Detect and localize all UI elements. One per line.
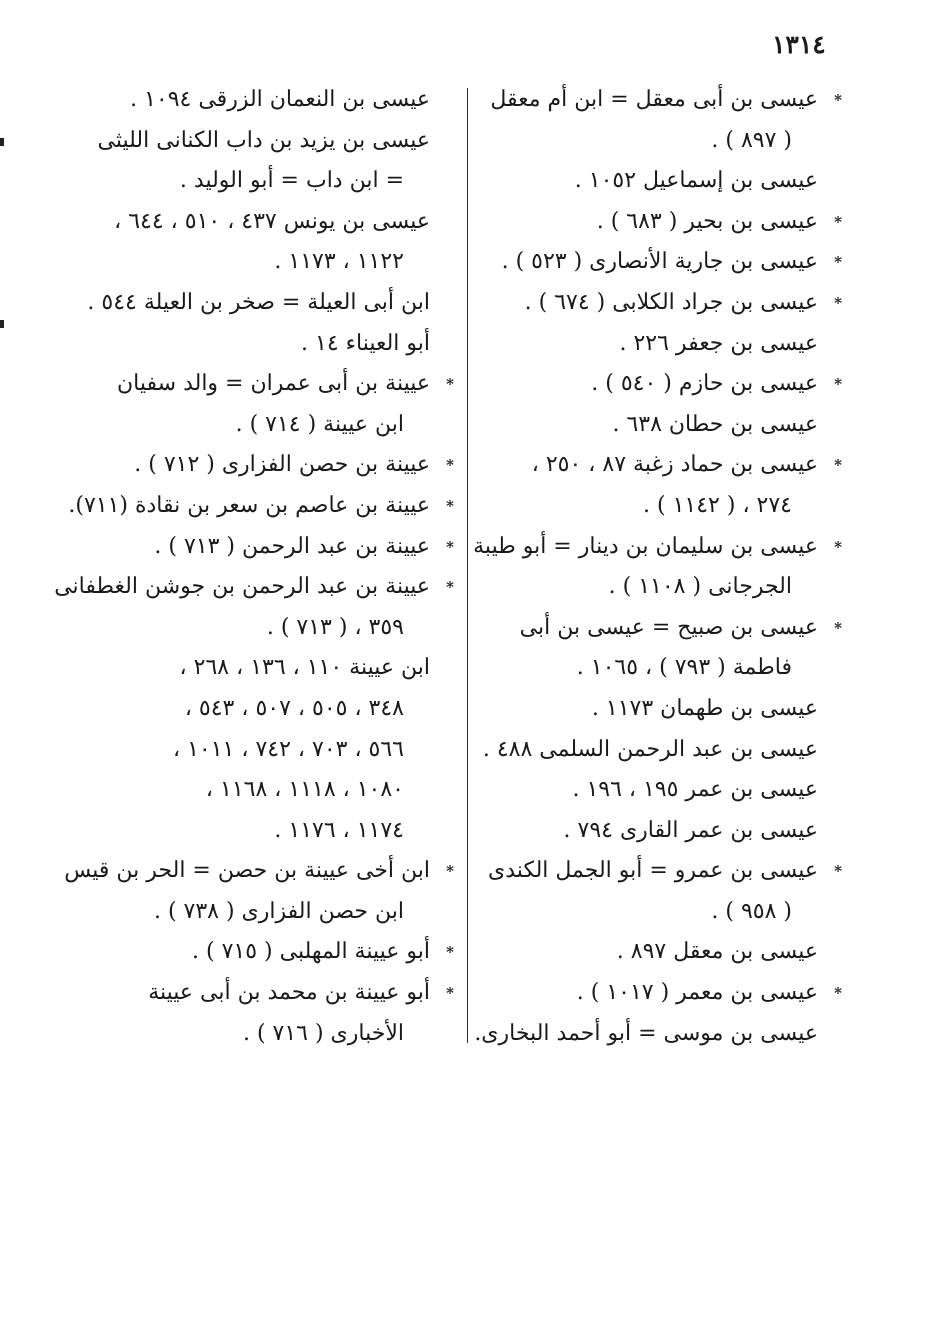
scan-edge-mark bbox=[0, 320, 4, 328]
entry-line: عيسى بن حطان ٦٣٨ . bbox=[612, 411, 818, 437]
entry-line: * عيسى بن سليمان بن دينار = أبو طيبة bbox=[473, 533, 818, 559]
entry-line: * عيينة بن عبد الرحمن ( ٧١٣ ) . bbox=[154, 533, 430, 559]
entry-line: ابن حصن الفزارى ( ٧٣٨ ) . bbox=[153, 898, 404, 924]
entry-line: * عيينة بن عاصم بن سعر بن نقادة (٧١١). bbox=[68, 492, 430, 518]
entry-line: * عيسى بن معمر ( ١٠١٧ ) . bbox=[576, 980, 818, 1006]
entry-line: أبو العيناء ١٤ . bbox=[301, 330, 430, 356]
entry-line: عيسى بن يونس ٤٣٧ ، ٥١٠ ، ٦٤٤ ، bbox=[114, 208, 430, 234]
index-entry bbox=[492, 364, 818, 405]
index-entry bbox=[492, 80, 818, 161]
entry-line: = ابن داب = أبو الوليد . bbox=[179, 168, 404, 194]
entry-line: عيسى بن عمر القارى ٧٩٤ . bbox=[563, 817, 818, 843]
index-entry bbox=[492, 283, 818, 324]
entry-line: عيسى بن معقل ٨٩٧ . bbox=[616, 939, 818, 965]
entry-line: ابن أبى العيلة = صخر بن العيلة ٥٤٤ . bbox=[87, 289, 430, 315]
entry-line: عيسى بن موسى = أبو أحمد البخارى. bbox=[474, 1020, 818, 1046]
entry-line: الأخبارى ( ٧١٦ ) . bbox=[242, 1020, 404, 1046]
index-entry bbox=[104, 973, 430, 1054]
entry-line: * عيسى بن أبى معقل = ابن أم معقل bbox=[490, 87, 818, 112]
entry-line: عيسى بن عمر ١٩٥ ، ١٩٦ . bbox=[572, 777, 818, 803]
entry-line: فاطمة ( ٧٩٣ ) ، ١٠٦٥ . bbox=[576, 655, 792, 681]
entry-line: * عيسى بن جراد الكلابى ( ٦٧٤ ) . bbox=[524, 289, 818, 315]
entry-line: ٣٥٩ ، ( ٧١٣ ) . bbox=[266, 614, 404, 640]
index-entry bbox=[54, 567, 430, 648]
index-entry bbox=[104, 324, 430, 365]
index-entry bbox=[104, 364, 430, 445]
entry-line: * ابن أخى عيينة بن حصن = الحر بن قيس bbox=[64, 858, 430, 884]
index-entry bbox=[104, 648, 430, 851]
entry-line: ابن عيينة ١١٠ ، ١٣٦ ، ٢٦٨ ، bbox=[179, 655, 430, 681]
index-entry bbox=[492, 445, 818, 526]
entry-line: * عيسى بن حازم ( ٥٤٠ ) . bbox=[591, 371, 818, 397]
entry-line: عيسى بن يزيد بن داب الكنانى الليثى bbox=[97, 127, 430, 153]
entry-line: * عيينة بن أبى عمران = والد سفيان bbox=[117, 371, 430, 397]
index-entry bbox=[64, 851, 430, 932]
entry-line: ( ٨٩٧ ) . bbox=[711, 127, 792, 153]
index-entry bbox=[492, 689, 818, 730]
index-entry bbox=[482, 730, 818, 771]
index-entry bbox=[492, 770, 818, 811]
entry-line: الجرجانى ( ١١٠٨ ) . bbox=[608, 574, 792, 600]
index-entry bbox=[492, 161, 818, 202]
index-entry bbox=[104, 80, 430, 121]
entry-line: * عيسى بن بحير ( ٦٨٣ ) . bbox=[596, 208, 818, 234]
index-entry bbox=[104, 445, 430, 486]
entry-line: ٥٦٦ ، ٧٠٣ ، ٧٤٢ ، ١٠١١ ، bbox=[173, 736, 404, 762]
index-entry bbox=[104, 932, 430, 973]
index-column-left bbox=[54, 80, 430, 1054]
entry-line: * عيينة بن عبد الرحمن بن جوشن الغطفانى bbox=[54, 574, 430, 600]
entry-line: * عيسى بن صبيح = عيسى بن أبى bbox=[519, 614, 818, 640]
entry-line: * أبو عيينة بن محمد بن أبى عيينة bbox=[148, 980, 430, 1006]
index-entry bbox=[492, 242, 818, 283]
index-entry bbox=[492, 202, 818, 243]
index-entry bbox=[492, 973, 818, 1014]
entry-line: ١١٧٤ ، ١١٧٦ . bbox=[274, 817, 404, 843]
index-entry bbox=[492, 608, 818, 689]
index-entry bbox=[492, 932, 818, 973]
entry-line: عيسى بن إسماعيل ١٠٥٢ . bbox=[574, 168, 818, 194]
entry-line: * عيينة بن حصن الفزارى ( ٧١٢ ) . bbox=[134, 452, 430, 478]
index-entry bbox=[473, 527, 818, 608]
entry-line: ١١٢٢ ، ١١٧٣ . bbox=[274, 249, 404, 275]
entry-line: * عيسى بن حماد زغبة ٨٧ ، ٢٥٠ ، bbox=[531, 452, 818, 478]
entry-line: عيسى بن عبد الرحمن السلمى ٤٨٨ . bbox=[482, 736, 818, 762]
column-divider bbox=[467, 88, 468, 1043]
entry-line: ( ٩٥٨ ) . bbox=[711, 898, 792, 924]
index-entry bbox=[104, 527, 430, 568]
entry-line: * أبو عيينة المهلبى ( ٧١٥ ) . bbox=[192, 939, 430, 965]
index-entry bbox=[104, 202, 430, 283]
entry-line: عيسى بن طهمان ١١٧٣ . bbox=[591, 695, 818, 721]
index-column-right bbox=[473, 80, 818, 1054]
index-entry bbox=[488, 851, 818, 932]
index-entry bbox=[492, 324, 818, 365]
entry-line: ١٠٨٠ ، ١١١٨ ، ١١٦٨ ، bbox=[205, 777, 404, 803]
index-entry bbox=[87, 283, 430, 324]
entry-line: * عيسى بن جارية الأنصارى ( ٥٢٣ ) . bbox=[501, 249, 818, 275]
entry-line: ٣٤٨ ، ٥٠٥ ، ٥٠٧ ، ٥٤٣ ، bbox=[184, 695, 404, 721]
index-entry bbox=[474, 1014, 818, 1055]
entry-line: عيسى بن النعمان الزرقى ١٠٩٤ . bbox=[130, 87, 430, 112]
page-number: ١٣١٤ bbox=[772, 30, 826, 59]
index-entry bbox=[492, 811, 818, 852]
index-entry bbox=[97, 121, 430, 202]
entry-line: ابن عيينة ( ٧١٤ ) . bbox=[235, 411, 404, 437]
index-entry bbox=[68, 486, 430, 527]
entry-line: ٢٧٤ ، ( ١١٤٢ ) . bbox=[643, 492, 792, 518]
entry-line: * عيسى بن عمرو = أبو الجمل الكندى bbox=[488, 858, 818, 884]
index-entry bbox=[492, 405, 818, 446]
entry-line: عيسى بن جعفر ٢٢٦ . bbox=[619, 330, 818, 356]
scan-edge-mark bbox=[0, 138, 4, 146]
